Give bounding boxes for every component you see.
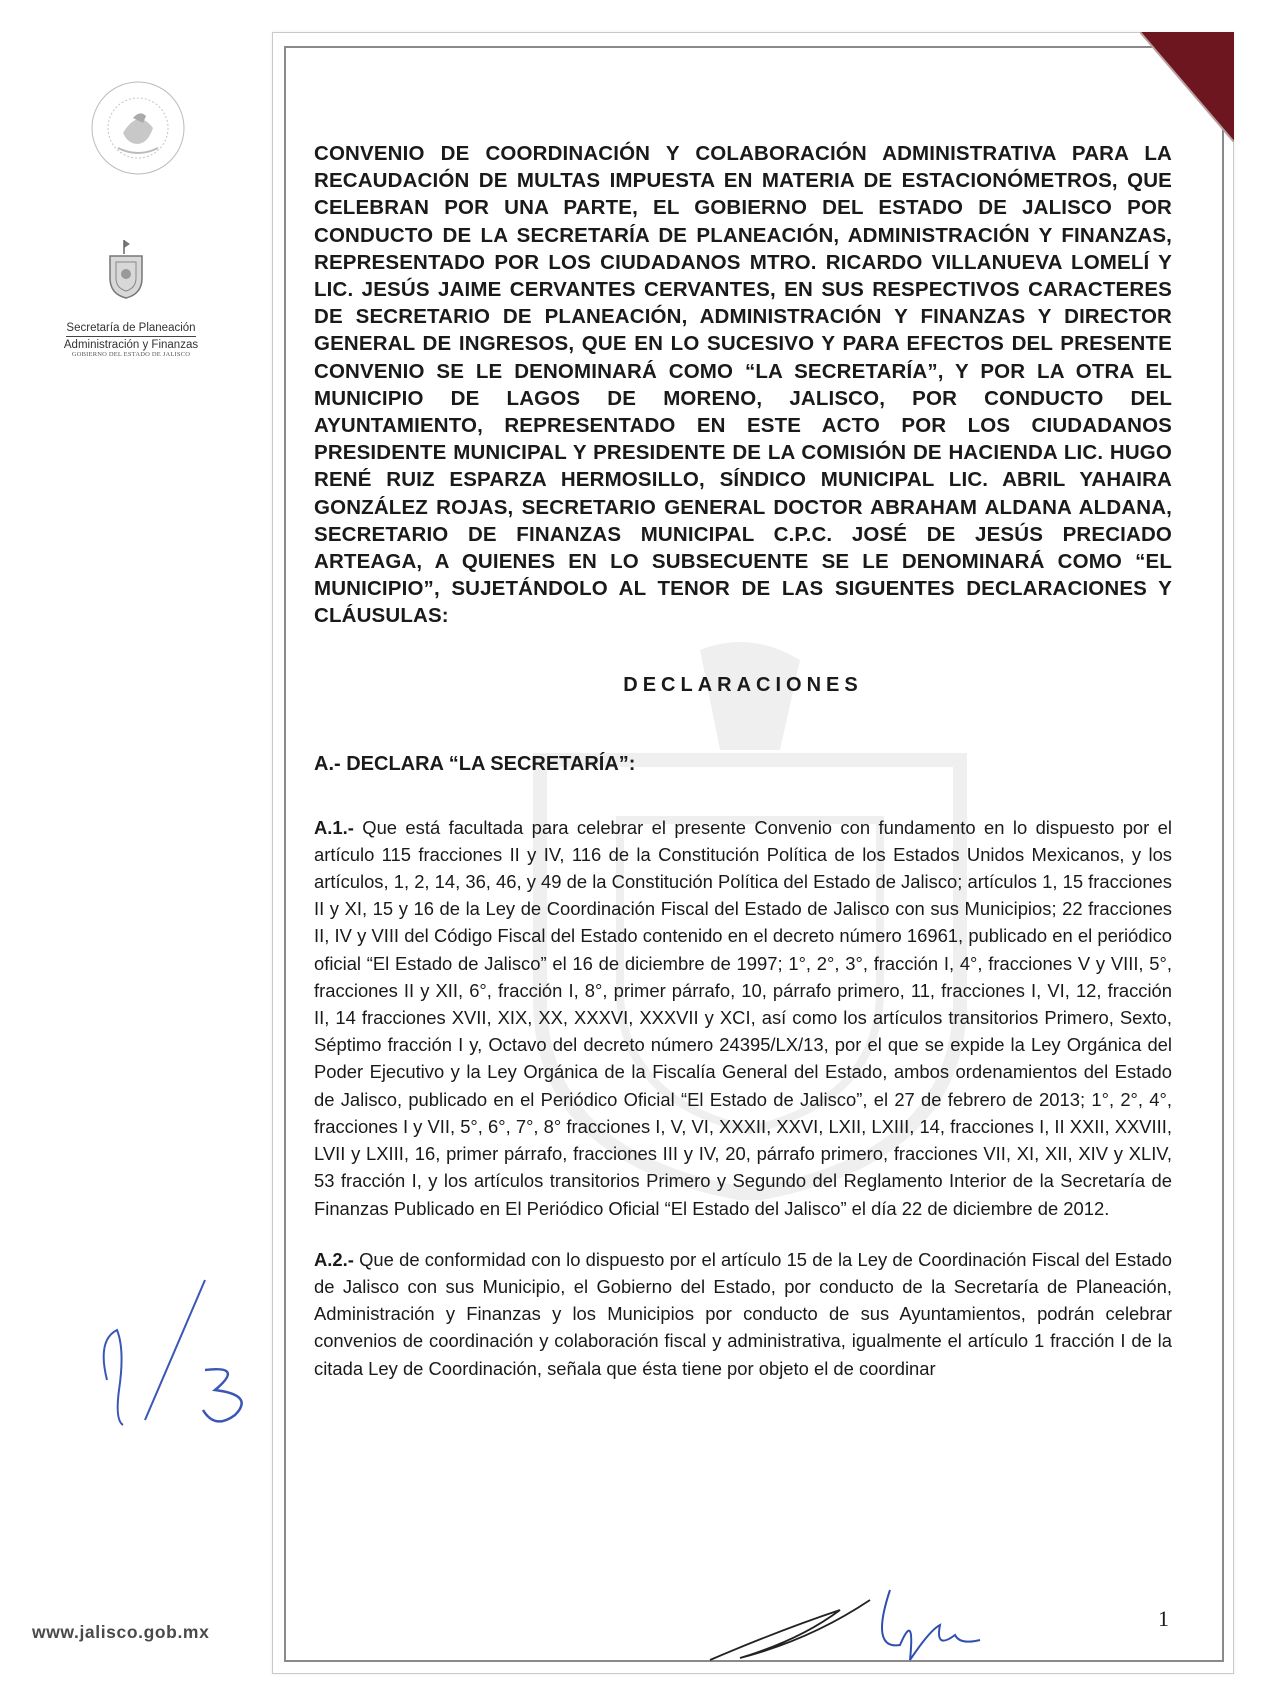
jalisco-shield-icon bbox=[104, 238, 148, 300]
signature-icon bbox=[700, 1570, 1030, 1670]
website-url: www.jalisco.gob.mx bbox=[32, 1622, 210, 1642]
declarations-heading: DECLARACIONES bbox=[623, 673, 863, 696]
organization-name-line-1: Secretaría de Planeación bbox=[66, 322, 196, 334]
mexico-seal-icon bbox=[88, 78, 188, 178]
page-corner-fold-icon bbox=[1140, 32, 1234, 142]
document-body bbox=[314, 140, 1172, 1382]
party-a-heading: A.- DECLARA “LA SECRETARÍA”: bbox=[314, 752, 636, 775]
agreement-title: CONVENIO DE COORDINACIÓN Y COLABORACIÓN ADMINISTRATIVA PARA LA RECAUDACIÓN DE MULTAS IMPUESTA EN MATERIA DE ESTACIONÓMETROS, QUE CELEBRAN POR UNA PARTE, EL GOBIERNO DEL ESTADO DE JALISCO POR CONDUCTO DE LA SECRETARÍA DE PLANEACIÓN, ADMINISTRACIÓN Y FINANZAS, REPRESENTADO POR LOS CIUDADANOS MTRO. RICARDO VILLANUEVA LOMELÍ Y LIC. JESÚS JAIME CERVANTES CERVANTES, EN SUS RESPECTIVOS CARACTERES DE SECRETARIO DE PLANEACIÓN, ADMINISTRACIÓN Y FINANZAS Y DIRECTOR GENERAL DE INGRESOS, QUE EN LO SUCESIVO Y PARA EFECTOS DEL PRESENTE CONVENIO SE LE DENOMINARÁ COMO “LA SECRETARÍA”, Y POR LA OTRA EL MUNICIPIO DE LAGOS DE MORENO, JALISCO, POR CONDUCTO DEL AYUNTAMIENTO, REPRESENTADO EN ESTE ACTO POR LOS CIUDADANOS PRESIDENTE MUNICIPAL Y PRESIDENTE DE LA COMISIÓN DE HACIENDA LIC. HUGO RENÉ RUIZ ESPARZA HERMOSILLO, SÍNDICO MUNICIPAL LIC. ABRIL YAHAIRA GONZÁLEZ ROJAS, SECRETARIO GENERAL DOCTOR ABRAHAM ALDANA ALDANA, SECRETARIO DE FINANZAS MUNICIPAL C.P.C. JOSÉ DE JESÚS PRECIADO ARTEAGA, A QUIENES EN LO SUBSECUENTE SE LE DENOMINARÁ COMO “EL MUNICIPIO”, SUJETÁNDOLO AL TENOR DE LAS SIGUENTES DECLARACIONES Y CLÁUSULAS: bbox=[314, 142, 1172, 628]
organization-name-line-2: Administración y Finanzas bbox=[63, 339, 199, 351]
organization-name bbox=[38, 322, 224, 352]
page-number: 1 bbox=[1158, 1606, 1169, 1631]
clause-a2 bbox=[314, 1246, 1172, 1382]
clause-a1-text: Que está facultada para celebrar el presente Convenio con fundamento en lo dispuesto por el artículo 115 fracciones II y IV, 116 de la Constitución Política de los Estados Unidos Mexicanos, y los artículos, 1, 2, 14, 36, 46, y 49 de la Constitución Política del Estado de Jalisco; artículos 1, 15 fracciones II y XI, 15 y 16 de la Ley de Coordinación Fiscal del Estado de Jalisco con sus Municipios; 22 fracciones II, IV y VIII del Código Fiscal del Estado contenido en el decreto número 16961, publicado en el periódico oficial “El Estado de Jalisco” el 16 de diciembre de 1997; 1°, 2°, 3°, fracción I, 4°, fracciones V y VIII, 5°, fracciones II y XII, 6°, fracción I, 8°, primer párrafo, 10, párrafo primero, 11, fracciones I, VI, 12, fracción II, 14 fracciones XVII, XIX, XX, XXXVI, XXXVII y XCI, así como los artículos transitorios Primero, Sexto, Séptimo fracción I y, Octavo del decreto número 24395/LX/13, por el que se expide la Ley Orgánica del Poder Ejecutivo y la Ley Orgánica de la Fiscalía General del Estado, ambos ordenamientos del Estado de Jalisco, publicado en el Periódico Oficial “El Estado de Jalisco”, el 27 de febrero de 2013; 1°, 2°, 4°, fracciones I y VII, 5°, 6°, 7°, 8° fracciones I, V, VI, XXXII, XXVI, LXII, LXIII, 14, fracciones I, II XXII, XXVIII, LVII y LXIII, 16, primer párrafo, fracciones III y IV, 20, párrafo primero, fracciones VII, XI, XII, XIV y XLIV, 53 fracción I, y los artículos transitorios Primero y Segundo del Reglamento Interior de la Secretaría de Finanzas Publicado en El Periódico Oficial “El Estado del Jalisco” el día 22 de diciembre de 2012. bbox=[314, 816, 1172, 1219]
organization-divider bbox=[66, 336, 196, 337]
government-label: GOBIERNO DEL ESTADO DE JALISCO bbox=[71, 351, 191, 358]
clause-a2-text: Que de conformidad con lo dispuesto por el artículo 15 de la Ley de Coordinación Fiscal del Estado de Jalisco con sus Municipio, el Gobierno del Estado, por conducto de la Secretaría de Planeación, Administración y Finanzas y los Municipios por conducto de sus Ayuntamientos, podrán celebrar convenios de coordinación y colaboración fiscal y administrativa, igualmente el artículo 1 fracción I de la citada Ley de Coordinación, señala que ésta tiene por objeto el de coordinar bbox=[314, 1248, 1172, 1379]
clause-a1 bbox=[314, 814, 1172, 1222]
clause-a1-label: A.1.- bbox=[314, 816, 354, 838]
handwritten-initials-icon bbox=[95, 1270, 265, 1430]
clause-a2-label: A.2.- bbox=[314, 1248, 354, 1270]
